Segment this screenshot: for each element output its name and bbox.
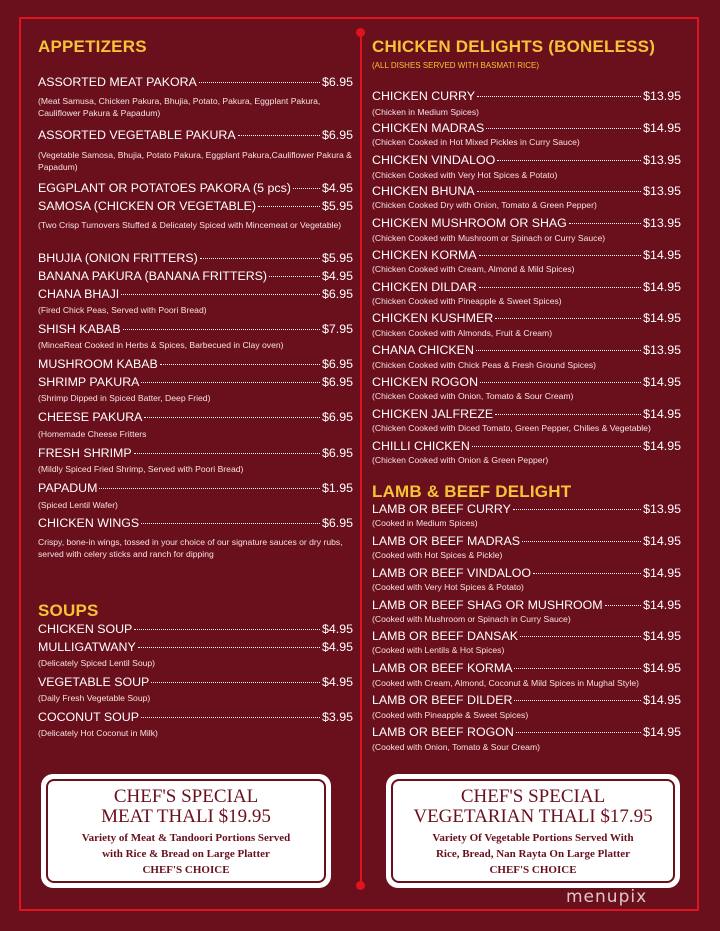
item-description: (Chicken Cooked with Chick Peas & Fresh Ground Spices) — [372, 360, 597, 370]
menu-item: CHEESE PAKURA $6.95 — [38, 410, 353, 424]
item-description: Crispy, bone-in wings, tossed in your choice of our signature sauces or dry rubs, served with celery sticks and ranch for dipping — [38, 537, 343, 559]
item-description: (Chicken Cooked with Onion, Tomato & Sour Cream) — [372, 391, 574, 401]
lamb-heading: LAMB & BEEF DELIGHT — [372, 482, 572, 501]
menu-item: CHICKEN MUSHROOM OR SHAG $13.95 — [372, 216, 681, 230]
menu-item: COCONUT SOUP $3.95 — [38, 710, 353, 724]
menu-item: CHICKEN BHUNA $13.95 — [372, 184, 681, 198]
chicken-note: (ALL DISHES SERVED WITH BASMATI RICE) — [372, 61, 539, 70]
special-description: Rice, Bread, Nan Rayta On Large Platter — [435, 848, 631, 860]
item-description: (Chicken Cooked with Pineapple & Sweet Spices) — [372, 296, 562, 306]
menu-item: CHICKEN DILDAR $14.95 — [372, 280, 681, 294]
special-subtitle: VEGETARIAN THALI $17.95 — [413, 806, 653, 827]
item-description: (Vegetable Samosa, Bhujia, Potato Pakura, Eggplant Pakura,Cauliflower Pakura & Papadum) — [38, 150, 352, 172]
item-description: (Fired Chick Peas, Served with Poori Bread) — [38, 305, 207, 315]
menu-item: CHANA BHAJI $6.95 — [38, 287, 353, 301]
vegetarian-thali-special — [386, 774, 680, 888]
item-description: (Homemade Cheese Fritters — [38, 429, 147, 439]
item-description: (Chicken Cooked with Very Hot Spices & Potato) — [372, 170, 558, 180]
item-description: (Chicken Cooked with Diced Tomato, Green Pepper, Chilies & Vegetable) — [372, 423, 651, 433]
item-description: (Chicken in Medium Spices) — [372, 107, 479, 117]
menu-item: LAMB OR BEEF VINDALOO $14.95 — [372, 566, 681, 580]
item-description: (Shrimp Dipped in Spiced Batter, Deep Fried) — [38, 393, 211, 403]
special-description: Variety of Meat & Tandoori Portions Served — [81, 832, 291, 844]
item-description: (Chicken Cooked with Almonds, Fruit & Cream) — [372, 328, 553, 338]
menu-item: LAMB OR BEEF KORMA $14.95 — [372, 661, 681, 675]
item-description: (MinceReat Cooked in Herbs & Spices, Barbecued in Clay oven) — [38, 340, 284, 350]
item-description: (Cooked in Medium Spices) — [372, 518, 478, 528]
menu-item: VEGETABLE SOUP $4.95 — [38, 675, 353, 689]
menu-item: CHICKEN WINGS $6.95 — [38, 516, 353, 530]
menu-item: CHICKEN ROGON $14.95 — [372, 375, 681, 389]
soups-heading: SOUPS — [38, 601, 99, 620]
menu-item: SHRIMP PAKURA $6.95 — [38, 375, 353, 389]
menu-item: CHICKEN MADRAS $14.95 — [372, 121, 681, 135]
menupix-watermark: menupix — [566, 887, 648, 907]
item-description: (Chicken Cooked with Mushroom or Spinach or Curry Sauce) — [372, 233, 606, 243]
item-description: (Cooked with Hot Spices & Pickle) — [372, 550, 503, 560]
menu-item: FRESH SHRIMP $6.95 — [38, 446, 353, 460]
column-divider — [360, 33, 362, 885]
menu-item: MUSHROOM KABAB $6.95 — [38, 357, 353, 371]
menu-item: PAPADUM $1.95 — [38, 481, 353, 495]
item-description: (Cooked with Pineapple & Sweet Spices) — [372, 710, 529, 720]
divider-bottom-dot — [356, 881, 365, 890]
menu-item: LAMB OR BEEF DANSAK $14.95 — [372, 629, 681, 643]
menu-item: CHICKEN KUSHMER $14.95 — [372, 311, 681, 325]
menu-item: LAMB OR BEEF ROGON $14.95 — [372, 725, 681, 739]
special-choice: CHEF'S CHOICE — [489, 864, 577, 876]
menu-item: SHISH KABAB $7.95 — [38, 322, 353, 336]
menu-item: LAMB OR BEEF SHAG OR MUSHROOM $14.95 — [372, 598, 681, 612]
item-description: (Chicken Cooked in Hot Mixed Pickles in Curry Sauce) — [372, 137, 580, 147]
menu-item: ASSORTED VEGETABLE PAKURA $6.95 — [38, 128, 353, 142]
item-description: (Cooked with Mushroom or Spinach in Curry Sauce) — [372, 614, 571, 624]
menu-item: CHICKEN SOUP $4.95 — [38, 622, 353, 636]
item-description: (Delicately Hot Coconut in Milk) — [38, 728, 158, 738]
special-title: CHEF'S SPECIAL — [460, 786, 606, 807]
special-choice: CHEF'S CHOICE — [142, 864, 230, 876]
item-description: (Cooked with Very Hot Spices & Potato) — [372, 582, 524, 592]
menu-item: ASSORTED MEAT PAKORA $6.95 — [38, 75, 353, 89]
item-description: (Chicken Cooked with Onion & Green Pepper) — [372, 455, 549, 465]
special-description: with Rice & Bread on Large Platter — [102, 848, 270, 860]
menu-item: CHICKEN VINDALOO $13.95 — [372, 153, 681, 167]
menu-item: BHUJIA (ONION FRITTERS) $5.95 — [38, 251, 353, 265]
item-description: (Cooked with Lentils & Hot Spices) — [372, 645, 505, 655]
menu-item: SAMOSA (CHICKEN OR VEGETABLE) $5.95 — [38, 199, 353, 213]
menu-item: CHANA CHICKEN $13.95 — [372, 343, 681, 357]
item-description: (Mildly Spiced Fried Shrimp, Served with Poori Bread) — [38, 464, 244, 474]
menu-item: BANANA PAKURA (BANANA FRITTERS) $4.95 — [38, 269, 353, 283]
special-description: Variety Of Vegetable Portions Served With — [432, 832, 634, 844]
item-description: (Delicately Spiced Lentil Soup) — [38, 658, 156, 668]
menu-item: CHICKEN CURRY $13.95 — [372, 89, 681, 103]
menu-item: LAMB OR BEEF DILDER $14.95 — [372, 693, 681, 707]
menu-item: CHICKEN JALFREZE $14.95 — [372, 407, 681, 421]
item-description: (Chicken Cooked Dry with Onion, Tomato & Green Pepper) — [372, 200, 597, 210]
item-description: (Spiced Lentil Wafer) — [38, 500, 118, 510]
menu-item: LAMB OR BEEF CURRY $13.95 — [372, 502, 681, 516]
item-description: (Chicken Cooked with Cream, Almond & Mild Spices) — [372, 264, 575, 274]
divider-top-dot — [356, 28, 365, 37]
appetizers-heading: APPETIZERS — [38, 37, 147, 56]
chicken-heading: CHICKEN DELIGHTS (BONELESS) — [372, 37, 656, 56]
item-description: (Daily Fresh Vegetable Soup) — [38, 693, 151, 703]
menu-item: CHICKEN KORMA $14.95 — [372, 248, 681, 262]
item-description: (Cooked with Onion, Tomato & Sour Cream) — [372, 742, 540, 752]
menu-item: EGGPLANT OR POTATOES PAKORA (5 pcs) $4.95 — [38, 181, 353, 195]
item-description: (Cooked with Cream, Almond, Coconut & Mild Spices in Mughal Style) — [372, 678, 639, 688]
menu-item: LAMB OR BEEF MADRAS $14.95 — [372, 534, 681, 548]
item-description: (Two Crisp Turnovers Stuffed & Delicately Spiced with Mincemeat or Vegetable) — [38, 220, 342, 230]
special-title: CHEF'S SPECIAL — [113, 786, 259, 807]
special-subtitle: MEAT THALI $19.95 — [101, 806, 271, 827]
item-description: (Meat Samusa, Chicken Pakura, Bhujia, Potato, Pakura, Eggplant Pakura, Cauliflower Pakura & Papadum) — [38, 96, 321, 118]
menu-item: MULLIGATWANY $4.95 — [38, 640, 353, 654]
meat-thali-special — [41, 774, 331, 888]
menu-item: CHILLI CHICKEN $14.95 — [372, 439, 681, 453]
